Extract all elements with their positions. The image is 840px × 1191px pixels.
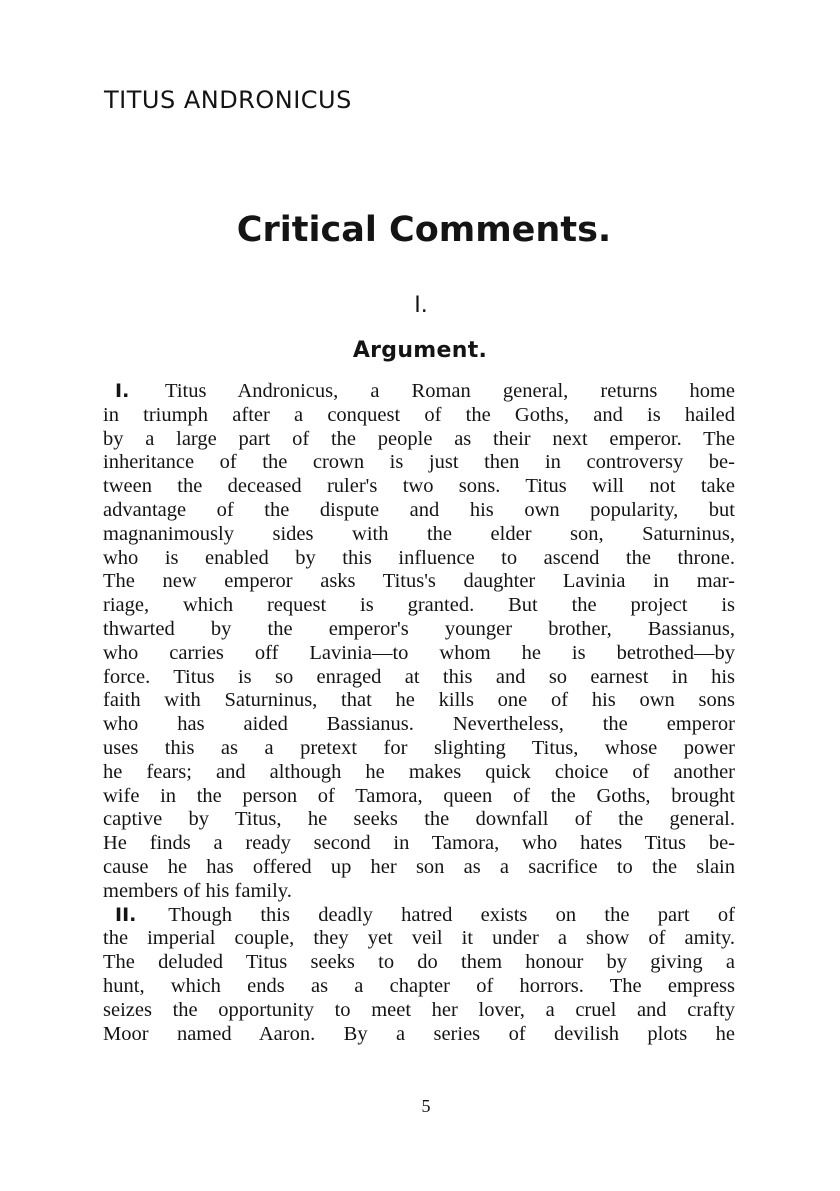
paragraph-line: inheritance of the crown is just then in controversy be- <box>103 451 735 474</box>
paragraph-line: faith with Saturninus, that he kills one of his own sons <box>103 689 735 712</box>
paragraph-line: members of his family. <box>103 879 292 902</box>
paragraph-number: II. <box>115 903 137 926</box>
chapter-title: Critical Comments. <box>236 210 612 250</box>
paragraph-line: by a large part of the people as their next emperor. The <box>103 427 735 450</box>
page-number: 5 <box>421 1096 431 1116</box>
section-number: I. <box>414 293 428 318</box>
paragraph-line: The deluded Titus seeks to do them honour by giving a <box>103 951 735 974</box>
section-heading: Argument. <box>352 338 488 363</box>
paragraph-line: wife in the person of Tamora, queen of the Goths, brought <box>103 784 735 807</box>
paragraph-line: in triumph after a conquest of the Goths, and is hailed <box>103 403 735 426</box>
paragraph-line: tween the deceased ruler's two sons. Titus will not take <box>103 475 735 498</box>
paragraph-line: seizes the opportunity to meet her lover, a cruel and crafty <box>103 998 735 1021</box>
paragraph-line: Moor named Aaron. By a series of devilish plots he <box>103 1022 735 1045</box>
paragraph-line: hunt, which ends as a chapter of horrors. The empress <box>103 974 735 997</box>
paragraph-line: the imperial couple, they yet veil it under a show of amity. <box>103 927 735 950</box>
paragraph-line: who has aided Bassianus. Nevertheless, the emperor <box>103 713 735 736</box>
paragraph-line: II. Though this deadly hatred exists on the part of <box>115 903 735 926</box>
paragraph-line: thwarted by the emperor's younger brother, Bassianus, <box>103 617 735 640</box>
paragraph-line: captive by Titus, he seeks the downfall of the general. <box>103 808 735 831</box>
paragraph-number: I. <box>115 380 130 402</box>
paragraph-line: riage, which request is granted. But the project is <box>103 594 735 617</box>
body-text <box>103 380 735 1046</box>
paragraph-line: force. Titus is so enraged at this and so earnest in his <box>103 665 735 688</box>
paragraph-line: he fears; and although he makes quick choice of another <box>103 760 735 783</box>
paragraph-line: I. Titus Andronicus, a Roman general, returns home <box>115 380 735 402</box>
paragraph-line: He finds a ready second in Tamora, who hates Titus be- <box>103 832 735 855</box>
running-head: TITUS ANDRONICUS <box>104 86 352 114</box>
paragraph-line: magnanimously sides with the elder son, Saturninus, <box>103 522 735 545</box>
paragraph-line: who carries off Lavinia—to whom he is betrothed—by <box>103 641 735 664</box>
paragraph-line: The new emperor asks Titus's daughter Lavinia in mar- <box>103 570 735 593</box>
paragraph-line: cause he has offered up her son as a sacrifice to the slain <box>103 855 735 878</box>
paragraph-line: advantage of the dispute and his own popularity, but <box>103 498 735 521</box>
paragraph-line: uses this as a pretext for slighting Titus, whose power <box>103 736 735 759</box>
paragraph-line: who is enabled by this influence to ascend the throne. <box>103 546 735 569</box>
